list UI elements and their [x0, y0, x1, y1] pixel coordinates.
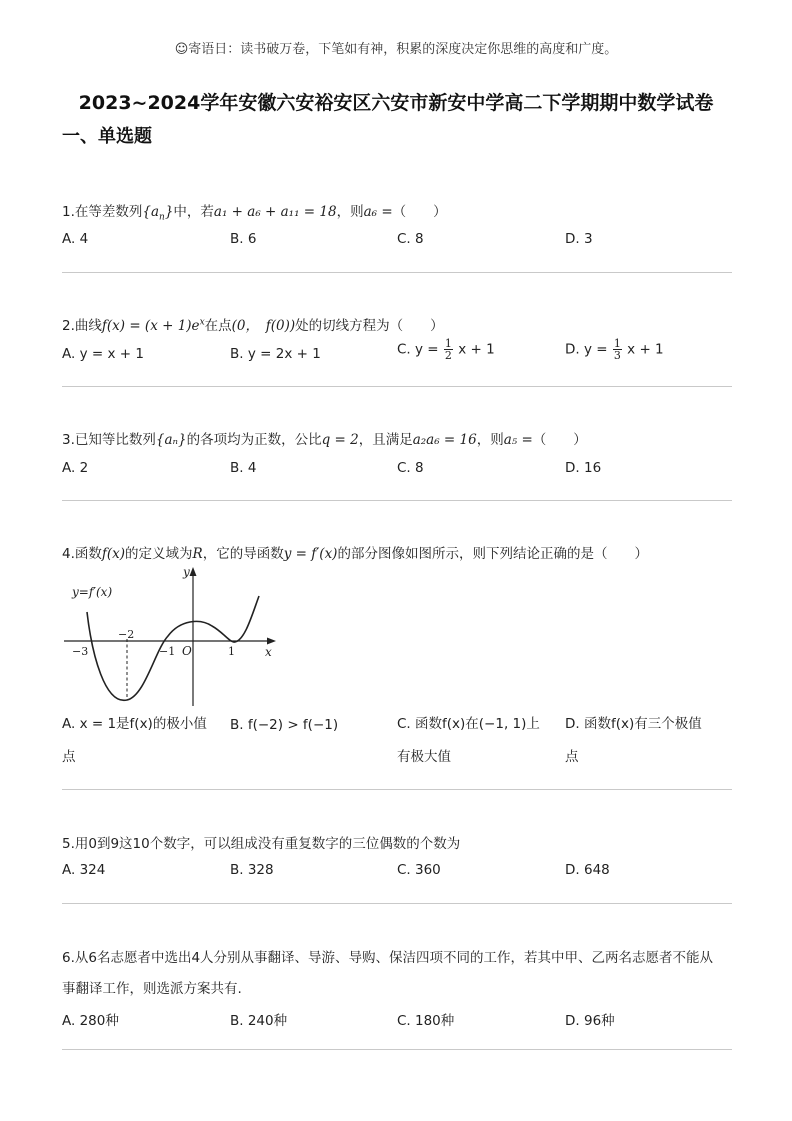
q2-option-a[interactable]: A. y = x + 1 — [62, 346, 144, 362]
q3-text-c: ，且满足 — [358, 432, 413, 448]
q2-func-sup: x — [199, 317, 205, 328]
question-6-stem-line-2: 事翻译工作，则选派方案共有. — [62, 981, 242, 997]
q5-option-a[interactable]: A. 324 — [62, 862, 106, 878]
q6-option-c[interactable]: C. 180种 — [397, 1013, 455, 1029]
q3-math-seq: {aₙ} — [155, 432, 187, 448]
divider — [62, 789, 732, 790]
q1-option-b[interactable]: B. 6 — [230, 231, 257, 247]
q1-seq-open: {a — [142, 204, 160, 220]
question-4-stem — [62, 542, 648, 562]
q1-math-cond: a₁ + a₆ + a₁₁ = 18 — [213, 204, 337, 220]
q3-text-d: ，则 — [476, 432, 504, 448]
q1-seq-close: } — [164, 204, 174, 220]
q1-math-seq — [142, 204, 174, 223]
q4-math-deriv: y = f′(x) — [283, 546, 338, 562]
q5-option-d[interactable]: D. 648 — [565, 862, 610, 878]
tick-label: 1 — [228, 645, 235, 658]
q4-text-b: 的定义域为 — [125, 546, 193, 562]
origin-label: O — [182, 644, 192, 658]
q1-seq-sub: n — [159, 212, 165, 223]
q2-option-c[interactable] — [397, 338, 495, 361]
curve-label: y=f′(x) — [72, 585, 113, 599]
q6-option-b[interactable]: B. 240种 — [230, 1013, 288, 1029]
q2-c-den: 2 — [444, 349, 452, 362]
q2-math-point: (0， f(0)) — [231, 318, 296, 334]
divider — [62, 1049, 732, 1050]
question-1-stem — [62, 200, 447, 223]
q2-d-den: 3 — [613, 349, 621, 362]
divider — [62, 903, 732, 904]
x-axis-label: x — [265, 645, 272, 659]
q4-option-d[interactable]: D. 函数f(x)有三个极值点 — [565, 716, 702, 765]
q3-math-cond: a₂a₆ = 16 — [412, 432, 477, 448]
q2-c-post: x + 1 — [458, 341, 495, 358]
q1-option-a[interactable]: A. 4 — [62, 231, 89, 247]
q6-option-d[interactable]: D. 96种 — [565, 1013, 615, 1029]
x-axis-arrow — [267, 638, 276, 645]
q3-text-b: 的各项均为正数，公比 — [186, 432, 322, 448]
q3-text-e: （ ） — [532, 432, 587, 448]
q2-text-a: 2.曲线 — [62, 318, 102, 334]
q2-option-d[interactable] — [565, 338, 664, 361]
q2-c-fraction — [444, 338, 453, 361]
q3-math-ratio: q = 2 — [321, 432, 359, 448]
section-heading: 一、单选题 — [62, 126, 152, 147]
q5-option-c[interactable]: C. 360 — [397, 862, 441, 878]
motto: ☺寄语日：读书破万卷，下笔如有神，积累的深度决定你思维的高度和广度。 — [174, 42, 618, 57]
q2-c-pre: C. y = — [397, 341, 439, 358]
q3-option-c[interactable]: C. 8 — [397, 460, 424, 476]
q1-math-ask: a₆ = — [363, 204, 393, 220]
q2-d-post: x + 1 — [627, 341, 664, 358]
divider — [62, 386, 732, 387]
q1-text-b: 中，若 — [173, 204, 214, 220]
question-3-stem — [62, 428, 587, 448]
q2-d-pre: D. y = — [565, 341, 608, 358]
q1-option-d[interactable]: D. 3 — [565, 231, 593, 247]
q4-text-d: 的部分图像如图所示，则下列结论正确的是（ ） — [337, 546, 648, 562]
tick-label: −2 — [118, 628, 135, 641]
q1-text: 1.在等差数列 — [62, 204, 143, 220]
tick-label: −3 — [72, 645, 89, 658]
q3-option-d[interactable]: D. 16 — [565, 460, 602, 476]
q3-text-a: 3.已知等比数列 — [62, 432, 156, 448]
derivative-graph — [60, 560, 280, 710]
q4-math-domain: R — [192, 546, 203, 562]
q4-option-b[interactable]: B. f(−2) > f(−1) — [230, 717, 339, 733]
y-axis-label: y — [183, 565, 190, 579]
divider — [62, 272, 732, 273]
q1-text-c: ，则 — [336, 204, 364, 220]
divider — [62, 500, 732, 501]
q2-math-func — [102, 318, 205, 334]
q4-text-c: ，它的导函数 — [202, 546, 284, 562]
q2-func-body: f(x) = (x + 1)e — [101, 318, 200, 334]
question-2-stem — [62, 314, 444, 334]
q5-option-b[interactable]: B. 328 — [230, 862, 274, 878]
question-5-stem: 5.用0到9这10个数字，可以组成没有重复数字的三位偶数的个数为 — [62, 836, 461, 852]
q2-text-b: 在点 — [204, 318, 232, 334]
q3-option-a[interactable]: A. 2 — [62, 460, 89, 476]
q3-math-ask: a₅ = — [503, 432, 533, 448]
q2-option-b[interactable]: B. y = 2x + 1 — [230, 346, 321, 362]
q2-d-num: 1 — [613, 337, 621, 350]
q4-option-c[interactable]: C. 函数f(x)在(−1, 1)上有极大值 — [397, 716, 540, 765]
y-axis-arrow — [190, 567, 197, 576]
q4-text-a: 4.函数 — [62, 546, 102, 562]
q1-text-d: （ ） — [392, 204, 447, 220]
q6-option-a[interactable]: A. 280种 — [62, 1013, 119, 1029]
q1-option-c[interactable]: C. 8 — [397, 231, 424, 247]
q2-c-num: 1 — [444, 337, 452, 350]
question-6-stem-line-1: 6.从6名志愿者中选出4人分别从事翻译、导游、导购、保洁四项不同的工作，若其中甲、乙两名志愿者不能从 — [62, 950, 714, 966]
q3-option-b[interactable]: B. 4 — [230, 460, 257, 476]
tick-label: −1 — [159, 645, 176, 658]
page-title: 2023~2024学年安徽六安裕安区六安市新安中学高二下学期期中数学试卷 — [78, 92, 714, 114]
q2-d-fraction — [613, 338, 622, 361]
q4-option-a[interactable]: A. x = 1是f(x)的极小值点 — [62, 716, 207, 765]
q4-math-func: f(x) — [101, 546, 126, 562]
q2-text-c: 处的切线方程为（ ） — [295, 318, 444, 334]
